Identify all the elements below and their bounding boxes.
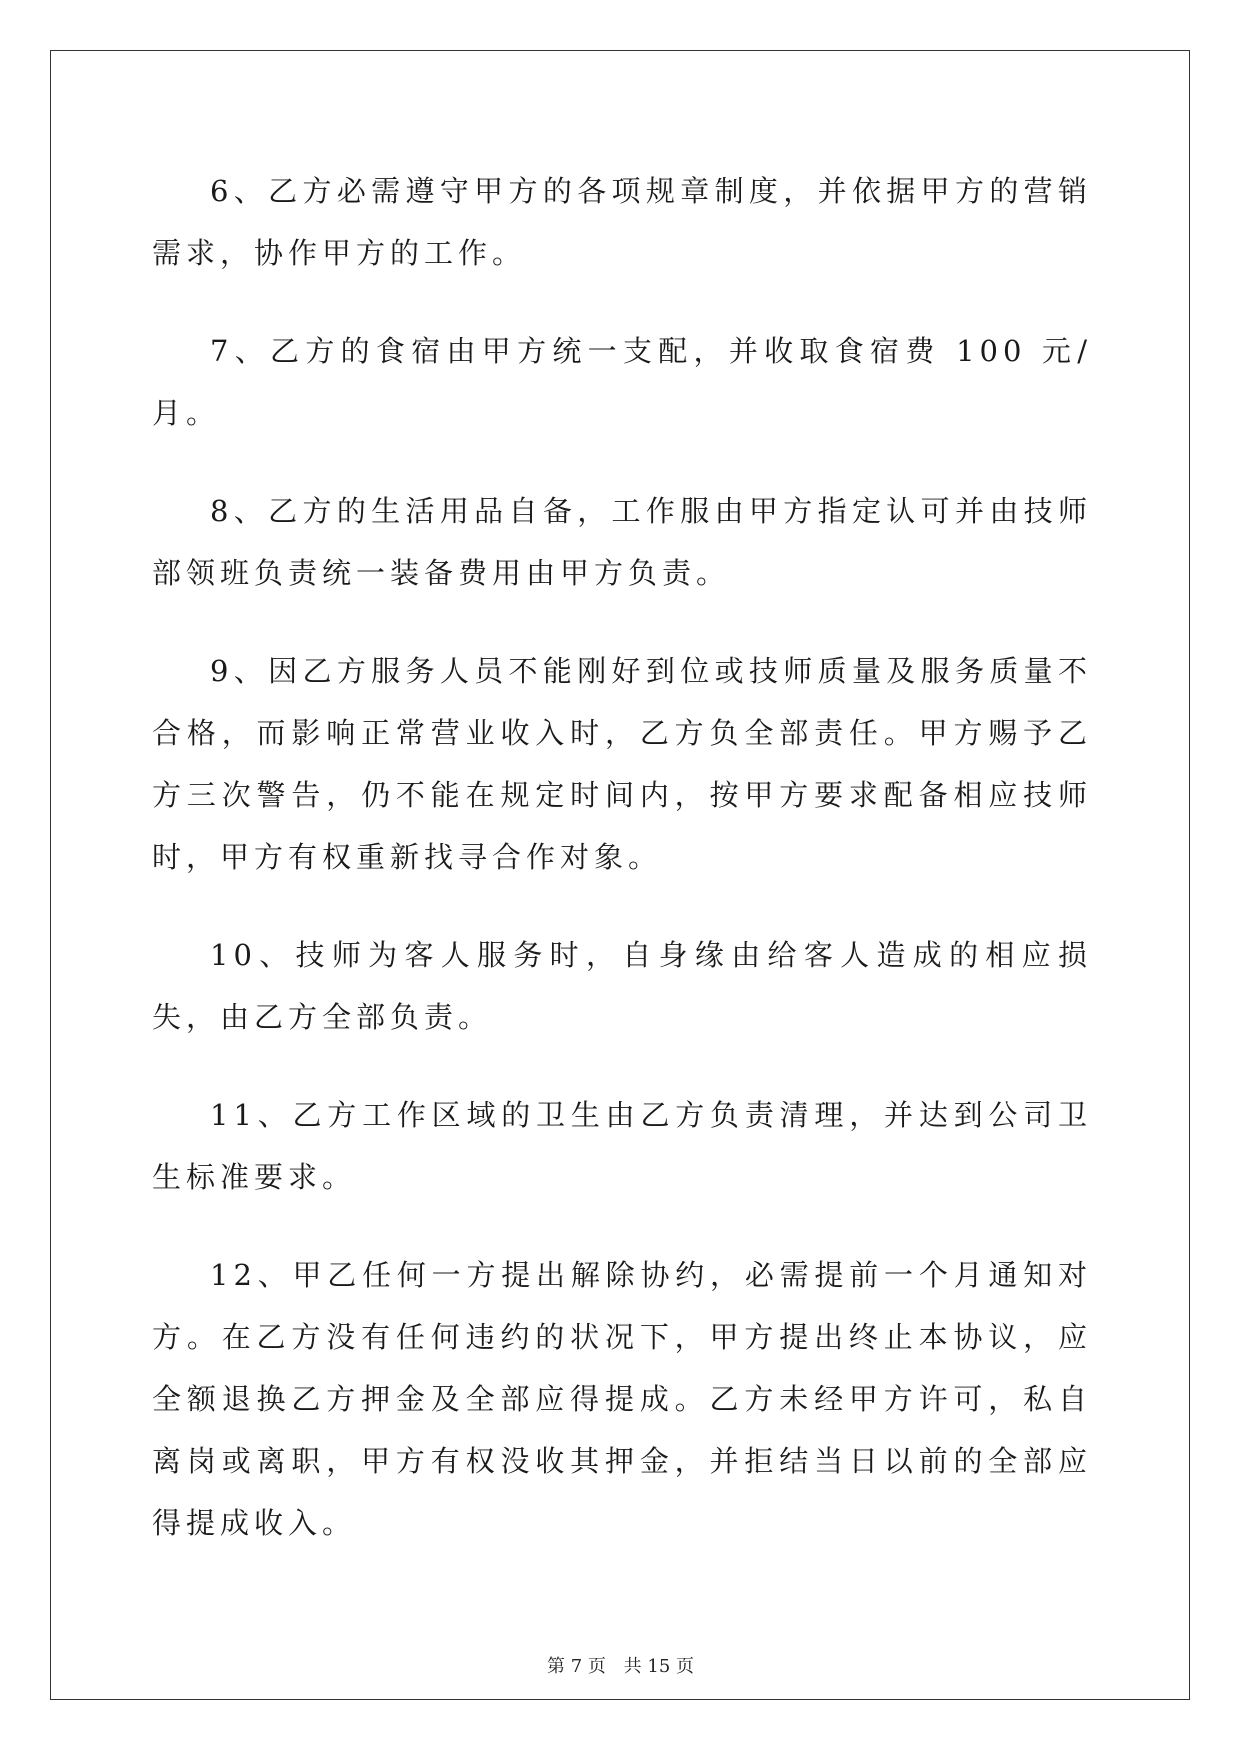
paragraph-clause-9: 9、因乙方服务人员不能刚好到位或技师质量及服务质量不合格，而影响正常营业收入时，乙方负全部责任。甲方赐予乙方三次警告，仍不能在规定时间内，按甲方要求配备相应技师时，甲方有权重新找寻合作对象。 <box>152 654 1092 874</box>
paragraph-clause-10: 10、技师为客人服务时，自身缘由给客人造成的相应损失，由乙方全部负责。 <box>152 938 1092 1034</box>
paragraph-clause-8: 8、乙方的生活用品自备，工作服由甲方指定认可并由技师部领班负责统一装备费用由甲方负责。 <box>152 494 1092 590</box>
document-body <box>152 160 1092 1590</box>
page-total: 共 15 页 <box>623 1656 694 1677</box>
paragraph-clause-11: 11、乙方工作区域的卫生由乙方负责清理，并达到公司卫生标准要求。 <box>152 1098 1092 1194</box>
paragraph-clause-12: 12、甲乙任何一方提出解除协约，必需提前一个月通知对方。在乙方没有任何违约的状况下，甲方提出终止本协议，应全额退换乙方押金及全部应得提成。乙方未经甲方许可，私自离岗或离职，甲方有权没收其押金，并拒结当日以前的全部应得提成收入。 <box>152 1258 1092 1540</box>
page-number: 第 7 页 <box>547 1656 606 1677</box>
paragraph-clause-7: 7、乙方的食宿由甲方统一支配，并收取食宿费 100 元/月。 <box>152 334 1092 430</box>
page-footer <box>0 1652 1241 1678</box>
paragraph-clause-6: 6、乙方必需遵守甲方的各项规章制度，并依据甲方的营销需求，协作甲方的工作。 <box>152 174 1092 270</box>
